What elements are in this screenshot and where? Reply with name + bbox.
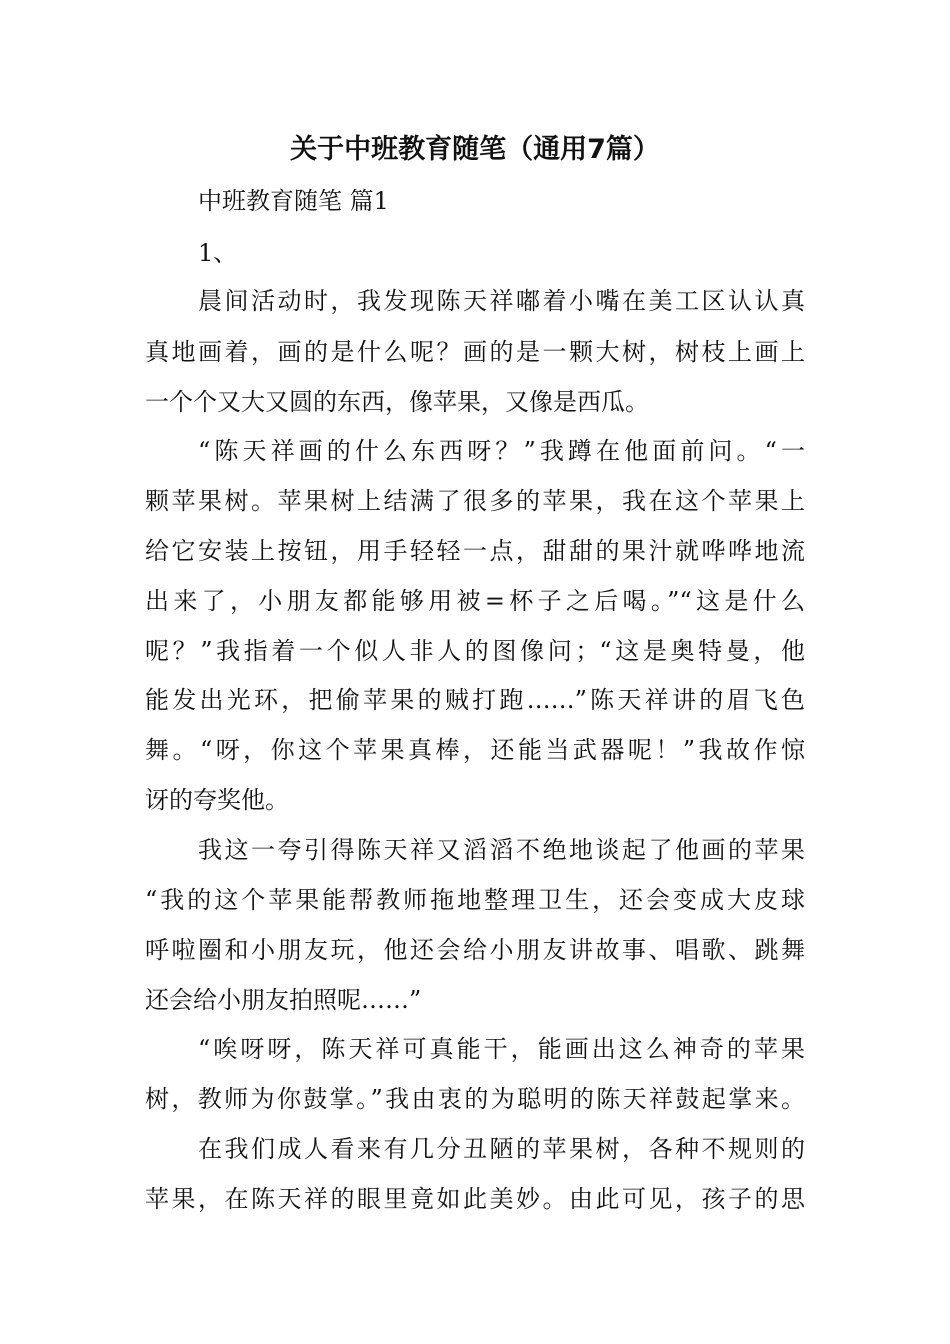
text-line: 颗苹果树。苹果树上结满了很多的苹果，我在这个苹果上 xyxy=(145,487,805,515)
text-line: 晨间活动时，我发现陈天祥嘟着小嘴在美工区认认真 xyxy=(198,287,805,315)
section-heading: 中班教育随笔 篇1 xyxy=(198,187,389,215)
text-line: 我这一夸引得陈天祥又滔滔不绝地谈起了他画的苹果 xyxy=(198,836,805,864)
text-line: 呼啦圈和小朋友玩，他还会给小朋友讲故事、唱歌、跳舞 xyxy=(145,936,805,964)
text-line: 在我们成人看来有几分丑陋的苹果树，各种不规则的 xyxy=(198,1135,805,1163)
text-line: 给它安装上按钮，用手轻轻一点，甜甜的果汁就哗哗地流 xyxy=(145,537,805,565)
document-title: 关于中班教育随笔（通用7篇） xyxy=(290,134,660,165)
text-line: 舞。“呀，你这个苹果真棒，还能当武器呢！”我故作惊 xyxy=(145,736,805,764)
text-line: “陈天祥画的什么东西呀？”我蹲在他面前问。“一 xyxy=(198,437,805,465)
text-line: 一个个又大又圆的东西，像苹果，又像是西瓜。 xyxy=(145,388,649,416)
text-line: 真地画着，画的是什么呢？画的是一颗大树，树枝上画上 xyxy=(145,338,805,366)
text-line: 苹果，在陈天祥的眼里竟如此美妙。由此可见，孩子的思 xyxy=(145,1185,805,1213)
text-line: “唉呀呀，陈天祥可真能干，能画出这么神奇的苹果 xyxy=(198,1035,805,1063)
text-line: 能发出光环，把偷苹果的贼打跑……”陈天祥讲的眉飞色 xyxy=(145,686,805,714)
text-line: 树，教师为你鼓掌。”我由衷的为聪明的陈天祥鼓起掌来。 xyxy=(145,1085,805,1113)
text-line: “我的这个苹果能帮教师拖地整理卫生，还会变成大皮球 xyxy=(145,886,805,914)
item-number: 1、 xyxy=(198,239,238,267)
text-line: 讶的夸奖他。 xyxy=(145,786,289,814)
text-line: 还会给小朋友拍照呢……” xyxy=(145,986,422,1014)
text-line: 呢？”我指着一个似人非人的图像问；“这是奥特曼，他 xyxy=(145,637,805,665)
text-line: 出来了，小朋友都能够用被=杯子之后喝。”“这是什么 xyxy=(145,587,805,615)
